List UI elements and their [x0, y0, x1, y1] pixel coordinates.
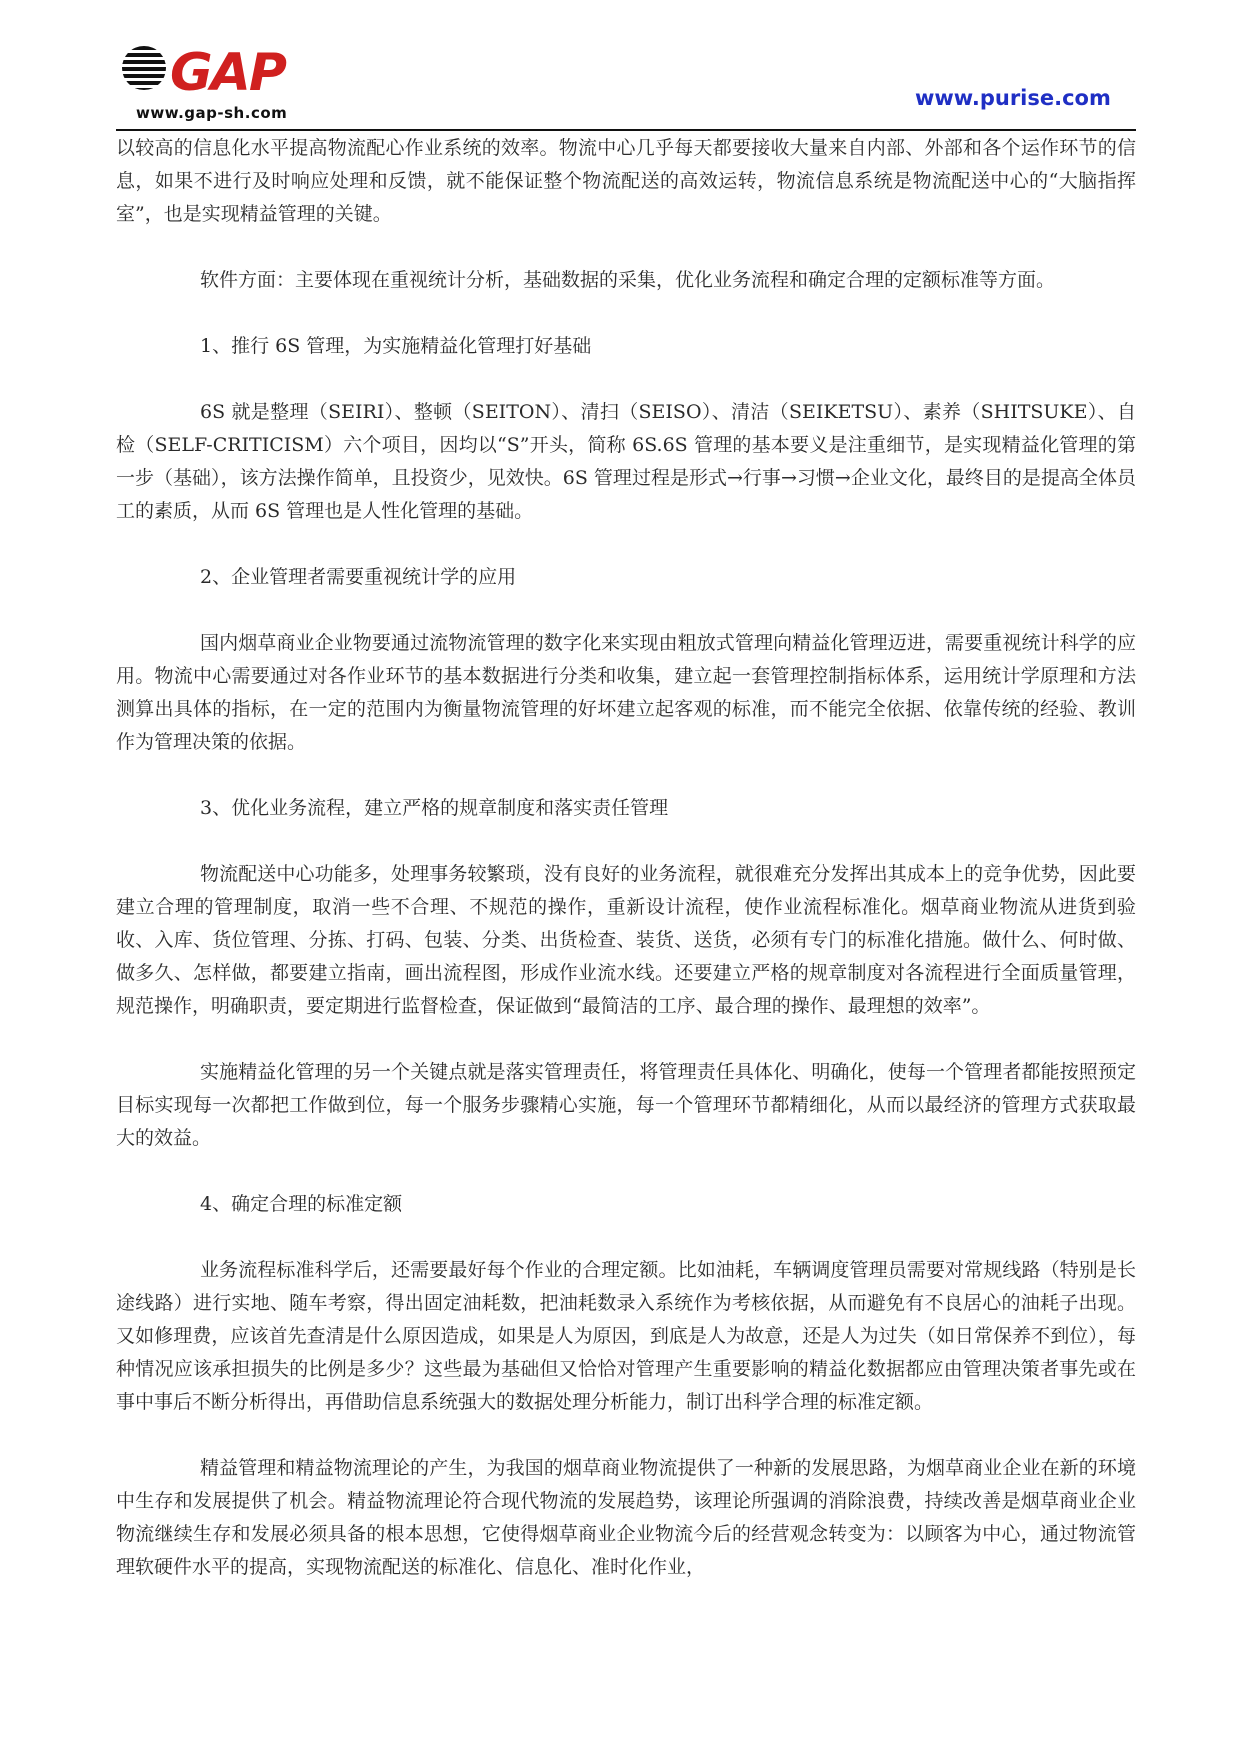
header-divider	[116, 129, 1136, 131]
page-header	[0, 0, 1241, 140]
paragraph: 软件方面：主要体现在重视统计分析，基础数据的采集，优化业务流程和确定合理的定额标准等方面。	[200, 269, 1056, 291]
section-heading: 3、优化业务流程，建立严格的规章制度和落实责任管理	[200, 797, 669, 819]
paragraph: 业务流程标准科学后，还需要最好每个作业的合理定额。比如油耗，车辆调度管理员需要对常规线路（特别是长途线路）进行实地、随车考察，得出固定油耗数，把油耗数录入系统作为考核依据，从而避免有不良居心的油耗子出现。又如修理费，应该首先查清是什么原因造成，如果是人为原因，到底是人为故意，还是人为过失（如日常保养不到位），每种情况应该承担损失的比例是多少？这些最为基础但又恰恰对管理产生重要影响的精益化数据都应由管理决策者事先或在事中事后不断分析得出，再借助信息系统强大的数据处理分析能力，制订出科学合理的标准定额。	[116, 1259, 1136, 1413]
site-url-link[interactable]: www.purise.com	[915, 86, 1111, 110]
section-heading: 4、确定合理的标准定额	[200, 1193, 403, 1215]
document-body	[116, 132, 1136, 1584]
paragraph: 物流配送中心功能多，处理事务较繁琐，没有良好的业务流程，就很难充分发挥出其成本上的竞争优势，因此要建立合理的管理制度，取消一些不合理、不规范的操作，重新设计流程，使作业流程标准化。烟草商业物流从进货到验收、入库、货位管理、分拣、打码、包装、分类、出货检查、装货、送货，必须有专门的标准化措施。做什么、何时做、做多久、怎样做，都要建立指南，画出流程图，形成作业流水线。还要建立严格的规章制度对各流程进行全面质量管理，规范操作，明确职责，要定期进行监督检查，保证做到“最简洁的工序、最合理的操作、最理想的效率”。	[116, 863, 1136, 1017]
section-heading: 1、推行 6S 管理，为实施精益化管理打好基础	[200, 335, 592, 357]
paragraph: 实施精益化管理的另一个关键点就是落实管理责任，将管理责任具体化、明确化，使每一个管理者都能按照预定目标实现每一次都把工作做到位，每一个服务步骤精心实施，每一个管理环节都精细化，从而以最经济的管理方式获取最大的效益。	[116, 1061, 1136, 1149]
gap-logo-mark-icon	[118, 38, 338, 108]
globe-icon	[120, 46, 168, 90]
section-heading: 2、企业管理者需要重视统计学的应用	[200, 566, 517, 588]
paragraph: 以较高的信息化水平提高物流配心作业系统的效率。物流中心几乎每天都要接收大量来自内部、外部和各个运作环节的信息，如果不进行及时响应处理和反馈，就不能保证整个物流配送的高效运转，物流信息系统是物流配送中心的“大脑指挥室”，也是实现精益管理的关键。	[116, 137, 1136, 225]
paragraph: 精益管理和精益物流理论的产生，为我国的烟草商业物流提供了一种新的发展思路，为烟草商业企业在新的环境中生存和发展提供了机会。精益物流理论符合现代物流的发展趋势，该理论所强调的消除浪费，持续改善是烟草商业企业物流继续生存和发展必须具备的根本思想，它使得烟草商业企业物流今后的经营观念转变为：以顾客为中心，通过物流管理软硬件水平的提高，实现物流配送的标准化、信息化、准时化作业，	[116, 1457, 1136, 1578]
paragraph: 国内烟草商业企业物要通过流物流管理的数字化来实现由粗放式管理向精益化管理迈进，需要重视统计科学的应用。物流中心需要通过对各作业环节的基本数据进行分类和收集，建立起一套管理控制指标体系，运用统计学原理和方法测算出具体的指标，在一定的范围内为衡量物流管理的好坏建立起客观的标准，而不能完全依据、依靠传统的经验、教训作为管理决策的依据。	[116, 632, 1136, 753]
paragraph: 6S 就是整理（SEIRI）、整顿（SEITON）、清扫（SEISO）、清洁（SEIKETSU）、素养（SHITSUKE）、自检（SELF-CRITICISM）六个项目，因均以“S”开头，简称 6S.6S 管理的基本要义是注重细节，是实现精益化管理的第一步（基础），该方法操作简单，且投资少，见效快。6S 管理过程是形式→行事→习惯→企业文化，最终目的是提高全体员工的素质，从而 6S 管理也是人性化管理的基础。	[116, 401, 1136, 522]
logo-url-text: www.gap-sh.com	[136, 104, 288, 122]
svg-text:GAP: GAP	[170, 43, 286, 103]
